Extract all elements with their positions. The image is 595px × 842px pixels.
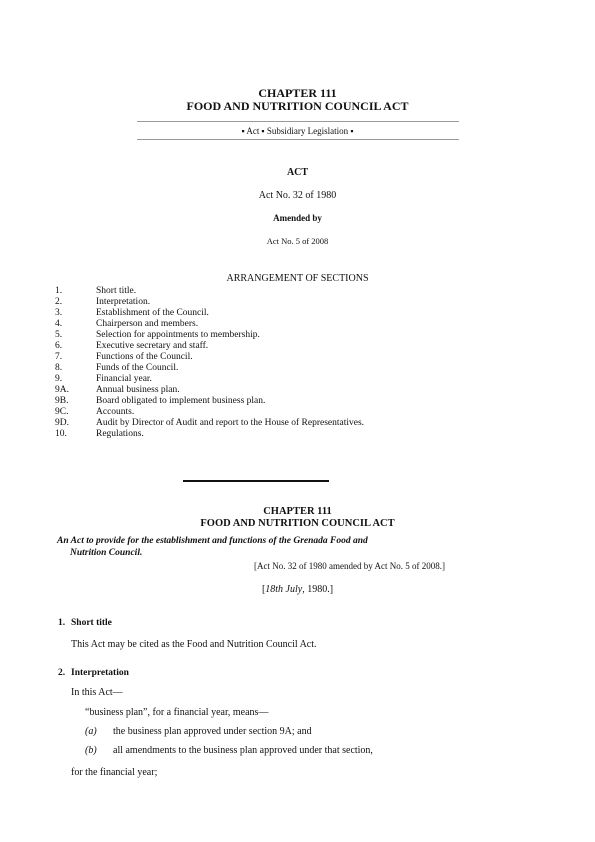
section-title: Chairperson and members. (96, 319, 199, 329)
nav-bullet: ▪ (350, 126, 354, 136)
section-number: 6. (55, 341, 63, 351)
section-title: Board obligated to implement business plan. (96, 396, 266, 406)
section-1-heading: Short title (71, 618, 112, 628)
section-title: Short title. (96, 286, 137, 296)
section-title: Financial year. (96, 374, 152, 384)
commencement-date (0, 584, 595, 595)
section-number: 10. (55, 429, 67, 439)
act-label: ACT (286, 167, 309, 178)
section-title: Executive secretary and staff. (96, 341, 209, 351)
section-title: Annual business plan. (96, 385, 180, 395)
section-number: 8. (55, 363, 63, 373)
amending-act: Act No. 5 of 2008 (266, 236, 329, 246)
paragraph-label: (a) (85, 726, 97, 737)
section-title: Establishment of the Council. (96, 308, 209, 318)
chapter-heading: CHAPTER 111 (258, 86, 337, 100)
section-title: Regulations. (96, 429, 144, 439)
header-rule-top (137, 121, 459, 122)
section-title: Selection for appointments to membership. (96, 330, 260, 340)
act-title-heading: FOOD AND NUTRITION COUNCIL ACT (186, 99, 409, 113)
section-number: 1. (55, 286, 63, 296)
long-title-line: Nutrition Council. (70, 548, 143, 558)
section-number: 7. (55, 352, 63, 362)
paragraph-text: the business plan approved under section 9A; and (113, 726, 312, 737)
section-number: 3. (55, 308, 63, 318)
section-number: 2. (55, 297, 63, 307)
section-number: 9D. (55, 418, 69, 428)
section-title: Funds of the Council. (96, 363, 179, 373)
body-chapter-heading: CHAPTER 111 (263, 506, 332, 517)
nav-bullet: ▪ (261, 126, 265, 136)
section-title: Interpretation. (96, 297, 151, 307)
section-number: 4. (55, 319, 63, 329)
legislation-nav (0, 126, 595, 136)
section-2-number: 2. (58, 668, 66, 678)
arrangement-heading: ARRANGEMENT OF SECTIONS (226, 273, 369, 284)
nav-link-act[interactable]: Act (246, 126, 260, 136)
nav-bullet: ▪ (241, 126, 245, 136)
section-number: 9B. (55, 396, 69, 406)
commencement-open: [ (261, 584, 266, 595)
commencement-close: , 1980.] (302, 584, 334, 595)
section-1-number: 1. (58, 618, 66, 628)
section-2-intro: In this Act— (71, 687, 123, 698)
definition-text: “business plan”, for a financial year, means— (85, 707, 269, 718)
definition-tail: for the financial year; (71, 767, 158, 778)
body-act-title: FOOD AND NUTRITION COUNCIL ACT (200, 518, 395, 529)
commencement-day: 18th July (265, 584, 303, 595)
section-number: 9. (55, 374, 63, 384)
section-number: 9A. (55, 385, 69, 395)
nav-link-subsidiary-legislation[interactable]: Subsidiary Legislation (266, 126, 349, 136)
section-title: Audit by Director of Audit and report to the House of Representatives. (96, 418, 365, 428)
section-divider (183, 480, 329, 482)
amended-by-label: Amended by (273, 213, 322, 223)
paragraph-label: (b) (85, 745, 97, 756)
section-number: 5. (55, 330, 63, 340)
act-number: Act No. 32 of 1980 (258, 190, 337, 201)
long-title-line: An Act to provide for the establishment and functions of the Grenada Food and (57, 536, 368, 546)
citation-note: [Act No. 32 of 1980 amended by Act No. 5 of 2008.] (254, 561, 445, 571)
paragraph-text: all amendments to the business plan approved under that section, (113, 745, 373, 756)
section-title: Functions of the Council. (96, 352, 193, 362)
section-2-heading: Interpretation (71, 668, 129, 678)
section-title: Accounts. (96, 407, 135, 417)
section-number: 9C. (55, 407, 69, 417)
section-1-text: This Act may be cited as the Food and Nutrition Council Act. (71, 639, 317, 650)
header-rule-bottom (137, 139, 459, 140)
